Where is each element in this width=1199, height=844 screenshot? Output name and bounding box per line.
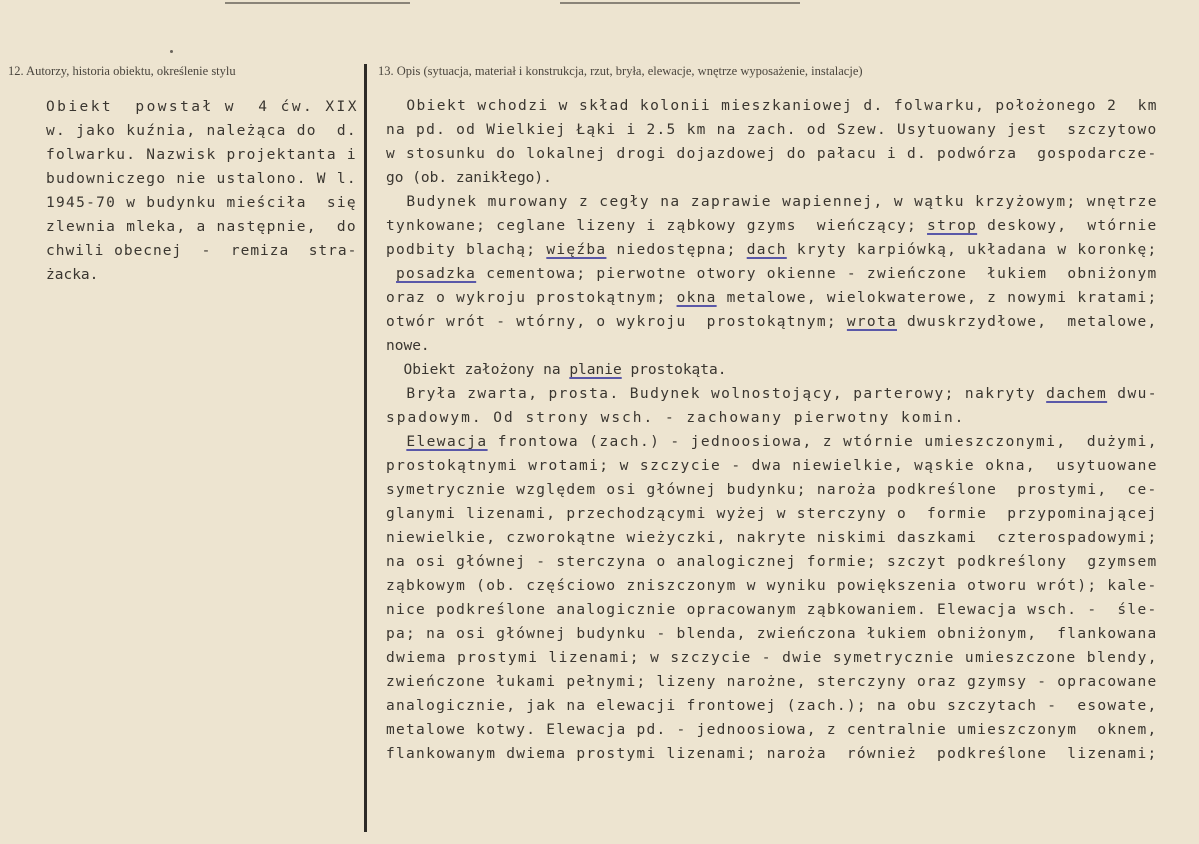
underlined-term: więźba — [546, 242, 607, 258]
text-line — [386, 142, 1157, 166]
text-line — [386, 94, 1158, 118]
text-fragment: spadowym. Od strony wsch. - zachowany pierwotny komin. — [386, 410, 966, 426]
text-fragment: analogicznie, jak na elewacji frontowej (zach.); na obu szczytach - esowate, — [386, 698, 1158, 714]
text-fragment: glanymi lizenami, przechodzącymi wyżej w sterczyny o formie przypominającej — [386, 506, 1158, 522]
underlined-term: okna — [676, 290, 717, 306]
text-fragment: na osi głównej - sterczyna o analogicznej formie; szczyt podkreślony gzymsem — [386, 554, 1158, 570]
text-fragment: dwu- — [1107, 386, 1158, 402]
text-fragment: niewielkie, czworokątne wieżyczki, nakryte niskimi daszkami czterospadowymi; — [386, 530, 1158, 546]
text-line — [386, 478, 1157, 502]
text-line: w. jako kuźnia, należąca do d. — [46, 123, 357, 139]
text-fragment: podbity blachą; — [386, 242, 547, 258]
underlined-term: strop — [927, 218, 978, 234]
text-line — [386, 190, 1158, 214]
text-line: chwili obecnej - remiza stra- — [46, 243, 358, 259]
text-fragment: prostokąta. — [621, 362, 727, 378]
text-fragment: niedostępna; — [606, 242, 747, 258]
underlined-term: Elewacja — [406, 434, 488, 450]
text-line: 1945-70 w budynku mieściła się — [46, 195, 357, 211]
text-fragment: Obiekt założony na — [386, 362, 570, 378]
text-line: folwarku. Nazwisk projektanta i — [46, 147, 357, 163]
text-fragment: tynkowane; ceglane lizeny i ząbkowy gzyms wieńczący; — [386, 218, 928, 234]
text-fragment: prostokątnymi wrotami; w szczycie - dwa niewielkie, wąskie okna, usytuowane — [386, 458, 1158, 474]
text-line — [386, 718, 1157, 742]
ink-dot — [170, 50, 173, 53]
text-line — [386, 334, 430, 358]
underlined-term: posadzka — [396, 266, 477, 282]
text-line — [386, 550, 1157, 574]
text-line — [386, 622, 1157, 646]
text-fragment: kryty karpiówką, układana w koronkę; — [786, 242, 1158, 258]
text-line — [386, 358, 726, 382]
text-fragment: na pd. od Wielkiej Łąki i 2.5 km na zach. od Szew. Usytuowany jest szczytowo — [386, 122, 1158, 138]
text-fragment: Bryła zwarta, prosta. Budynek wolnostojący, parterowy; nakryty — [386, 386, 1047, 402]
text-line: Obiekt powstał w 4 ćw. XIX — [46, 99, 359, 115]
column-divider — [364, 64, 367, 832]
top-edge-rule — [225, 2, 410, 4]
text-fragment: w stosunku do lokalnej drogi dojazdowej do pałacu i d. podwórza gospodarcze- — [386, 146, 1158, 162]
text-line — [386, 382, 1158, 406]
text-line — [386, 310, 1158, 334]
text-line — [386, 742, 1157, 766]
text-fragment: symetrycznie względem osi głównej budynku; naroża podkreślone prostymi, ce- — [386, 482, 1158, 498]
text-fragment — [386, 266, 396, 282]
text-fragment: flankowanym dwiema prostymi lizenami; naroża również podkreślone lizenami; — [386, 746, 1158, 762]
text-line — [386, 166, 552, 190]
text-line — [386, 526, 1157, 550]
text-line — [386, 646, 1158, 670]
text-fragment: metalowe kotwy. Elewacja pd. - jednoosiowa, z centralnie umieszczonym oknem, — [386, 722, 1158, 738]
text-fragment: dwiema prostymi lizenami; w szczycie - dwie symetrycznie umieszczone blendy, — [386, 650, 1158, 666]
text-fragment: Obiekt wchodzi w skład kolonii mieszkaniowej d. folwarku, położonego 2 km — [386, 98, 1158, 114]
text-fragment: oraz o wykroju prostokątnym; — [386, 290, 677, 306]
underlined-term: wrota — [846, 314, 897, 330]
text-line — [386, 598, 1157, 622]
text-fragment: otwór wrót - wtórny, o wykroju prostokątnym; — [386, 314, 847, 330]
text-line — [386, 214, 1158, 238]
text-line — [386, 694, 1157, 718]
underlined-term: dach — [746, 242, 787, 258]
text-line — [386, 454, 1158, 478]
text-line — [386, 406, 965, 430]
text-fragment: dwuskrzydłowe, metalowe, — [897, 314, 1158, 330]
text-line: zlewnia mleka, a następnie, do — [46, 219, 357, 235]
text-fragment: cementowa; pierwotne otwory okienne - zwieńczone łukiem obniżonym — [476, 266, 1158, 282]
section-12-heading: 12. Autorzy, historia obiektu, określenie stylu — [8, 64, 236, 78]
text-line: budowniczego nie ustalono. W l. — [46, 171, 357, 187]
text-line — [386, 262, 1158, 286]
text-fragment: Budynek murowany z cegły na zaprawie wapiennej, w wątku krzyżowym; wnętrze — [386, 194, 1158, 210]
underlined-term: dachem — [1046, 386, 1108, 402]
text-fragment: nowe. — [386, 338, 430, 354]
text-fragment: metalowe, wielokwaterowe, z nowymi kratami; — [716, 290, 1158, 306]
text-fragment: deskowy, wtórnie — [977, 218, 1158, 234]
text-fragment: ząbkowym (ob. częściowo zniszczonym w wyniku powiększenia otworu wrót); kale- — [386, 578, 1158, 594]
text-fragment: zwieńczone łukami pełnymi; lizeny narożne, sterczyny oraz gzymsy - opracowane — [386, 674, 1158, 690]
text-fragment: pa; na osi głównej budynku - blenda, zwieńczona łukiem obniżonym, flankowana — [386, 626, 1158, 642]
text-fragment — [386, 434, 406, 450]
text-line — [386, 286, 1158, 310]
top-edge-rule — [560, 2, 800, 4]
section-13-heading: 13. Opis (sytuacja, materiał i konstrukcja, rzut, bryła, elewacje, wnętrze wyposażenie, instalacje) — [378, 64, 863, 78]
text-line — [386, 238, 1158, 262]
text-line: żacka. — [46, 267, 99, 283]
text-line — [386, 430, 1158, 454]
underlined-term: planie — [569, 362, 622, 378]
text-fragment: frontowa (zach.) - jednoosiowa, z wtórnie umieszczonymi, dużymi, — [487, 434, 1158, 450]
text-line — [386, 670, 1157, 694]
text-fragment: nice podkreślone analogicznie opracowanym ząbkowaniem. Elewacja wsch. - śle- — [386, 602, 1158, 618]
text-line — [386, 574, 1157, 598]
text-fragment: go (ob. zanikłego). — [386, 170, 552, 186]
text-line — [386, 118, 1157, 142]
text-line — [386, 502, 1157, 526]
